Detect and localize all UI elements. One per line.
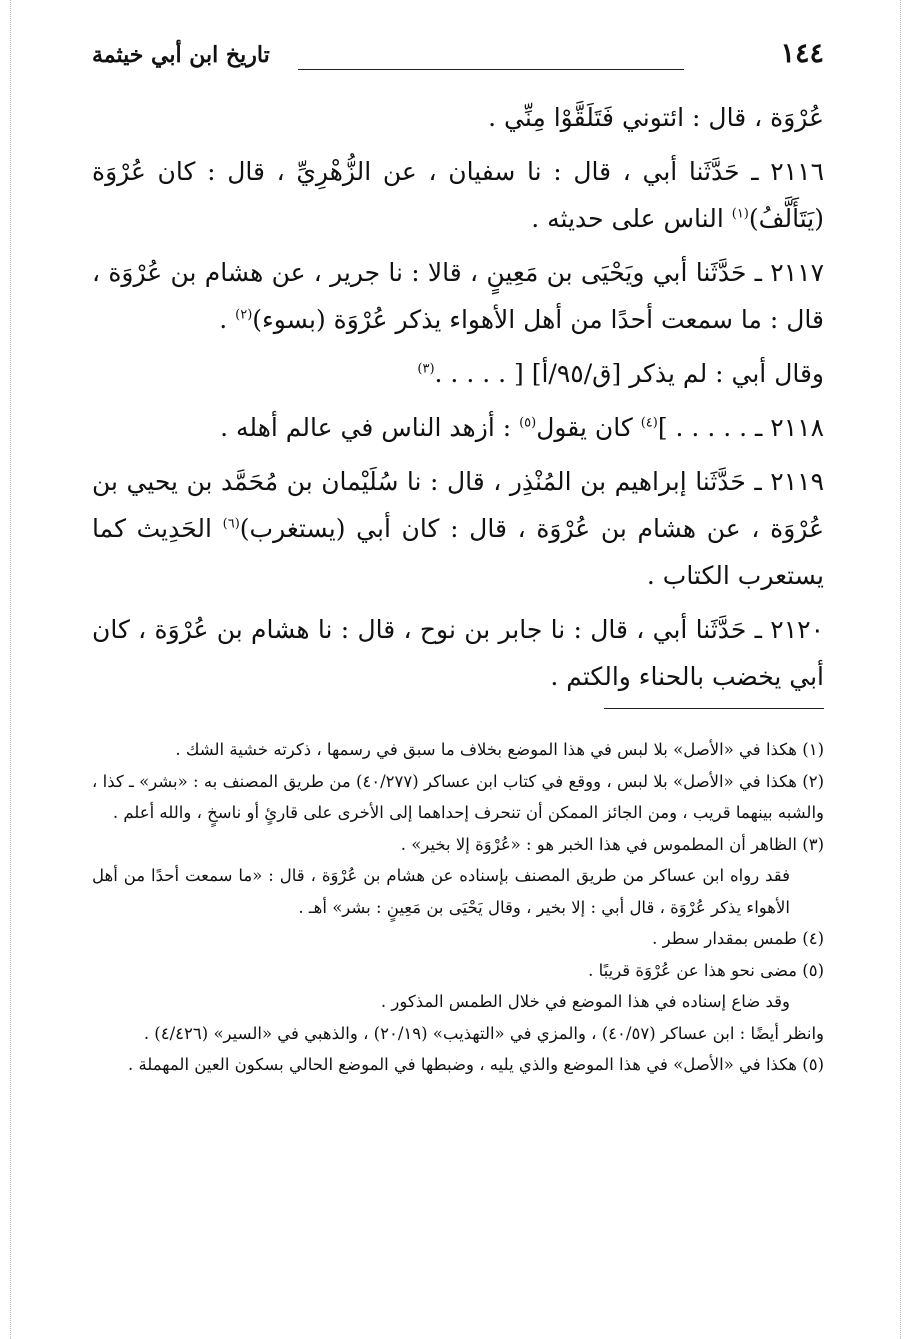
footnote-separator [604,708,824,709]
footnote: (٣) الظاهر أن المطموس في هذا الخبر هو : «عُرْوَة إلا بخير» . [400,834,824,854]
footnote-marker: (٦) [222,516,240,532]
paragraph [92,94,824,141]
paragraph-2116 [92,148,824,242]
paragraph-2118 [92,404,824,451]
paragraph-text: ٢١٢٠ ـ حَدَّثَنا أبي ، قال : نا جابر بن نوح ، قال : نا هشام بن عُرْوَة ، كان أبي يخضب بالحناء والكتم . [92,615,824,691]
footnote-marker: (٣) [417,361,435,377]
paragraph-2119 [92,458,824,599]
paragraph [92,350,824,397]
page-number: ١٤٤ [780,38,824,69]
main-text [92,94,824,707]
scan-edge-mark [10,0,11,1339]
paragraph-text: الناس على حديثه . [531,204,732,233]
page-header [92,34,824,82]
footnote: (١) هكذا في «الأصل» بلا لبس في هذا الموضع بخلاف ما سبق في رسمها ، ذكرته خشية الشك . [175,740,824,759]
footnote: (٢) هكذا في «الأصل» بلا لبس ، ووقع في كتاب ابن عساكر (٤٠/٢٧٧) من طريق المصنف به : «بشر» ـ كذا ، والشبه بينهما قريب ، ومن الجائز الممكن أن تنحرف إحداهما إلى الأخرى على قارئٍ أو ناسخٍ ، والله أعلم . [92,771,825,822]
footnotes [92,734,824,1081]
running-title: تاريخ ابن أبي خيثمة [92,42,270,68]
paragraph-text: . [219,305,236,334]
paragraph-text: وقال أبي : لم يذكر [ق/٩٥/أ] [ . . . . . [434,359,824,388]
paragraph-text: ٢١١٨ ـ . . . . . ] [657,413,824,442]
scan-edge-mark [900,0,901,1339]
paragraph-2117 [92,249,824,343]
paragraph-text: كان يقول [536,413,641,442]
footnote: (٥) هكذا في «الأصل» في هذا الموضع والذي يليه ، وضبطها في الموضع الحالي بسكون العين المهملة . [127,1055,824,1074]
footnote: وانظر أيضًا : ابن عساكر (٤٠/٥٧) ، والمزي في «التهذيب» (٢٠/١٩) ، والذهبي في «السير» (٤/٤٢٦) . [143,1023,824,1043]
paragraph-text: عُرْوَة ، قال : ائتوني فَتَلَقَّوْا مِنِّي . [488,103,824,132]
paragraph-text: الحَدِيث كما يستعرب الكتاب . [92,514,824,590]
footnote-marker: (٢) [235,307,253,323]
paragraph-text: : أزهد الناس في عالم أهله . [220,413,520,442]
footnote-marker: (٥) [519,415,537,431]
footnote-continuation: وقد ضاع إسناده في هذا الموضع في خلال الطمس المذكور . [380,992,790,1011]
header-rule [298,69,684,70]
paragraph-text: ٢١١٧ ـ حَدَّثَنا أبي ويَحْيَى بن مَعِينٍ ، قالا : نا جرير ، عن هشام بن عُرْوَة ، قال : ما سمعت أحدًا من أهل الأهواء يذكر عُرْوَة (بسوء) [92,258,824,334]
footnote-marker: (٤) [640,415,658,431]
paragraph-text: ٢١١٩ ـ حَدَّثَنا إبراهيم بن المُنْذِر ، قال : نا سُلَيْمان بن مُحَمَّد بن يحيي بن عُرْوَة ، عن هشام بن عُرْوَة ، قال : كان أبي (يستغرب) [92,467,824,543]
paragraph-2120 [92,606,824,700]
paragraph-text: ٢١١٦ ـ حَدَّثَنا أبي ، قال : نا سفيان ، عن الزُّهْرِيِّ ، قال : كان عُرْوَة (يَتَأَلَّفُ) [92,157,824,233]
footnote-continuation: فقد رواه ابن عساكر من طريق المصنف بإسناده عن هشام بن عُرْوَة ، قال : «ما سمعت أحدًا من أهل الأهواء يذكر عُرْوَة ، قال أبي : إلا بخير ، وقال يَحْيَى بن مَعِينٍ : بشر» أهـ . [92,866,790,917]
footnote: (٤) طمس بمقدار سطر . [652,929,824,948]
footnote-marker: (١) [731,206,749,222]
footnote: (٥) مضى نحو هذا عن عُرْوَة قريبًا . [588,960,824,980]
